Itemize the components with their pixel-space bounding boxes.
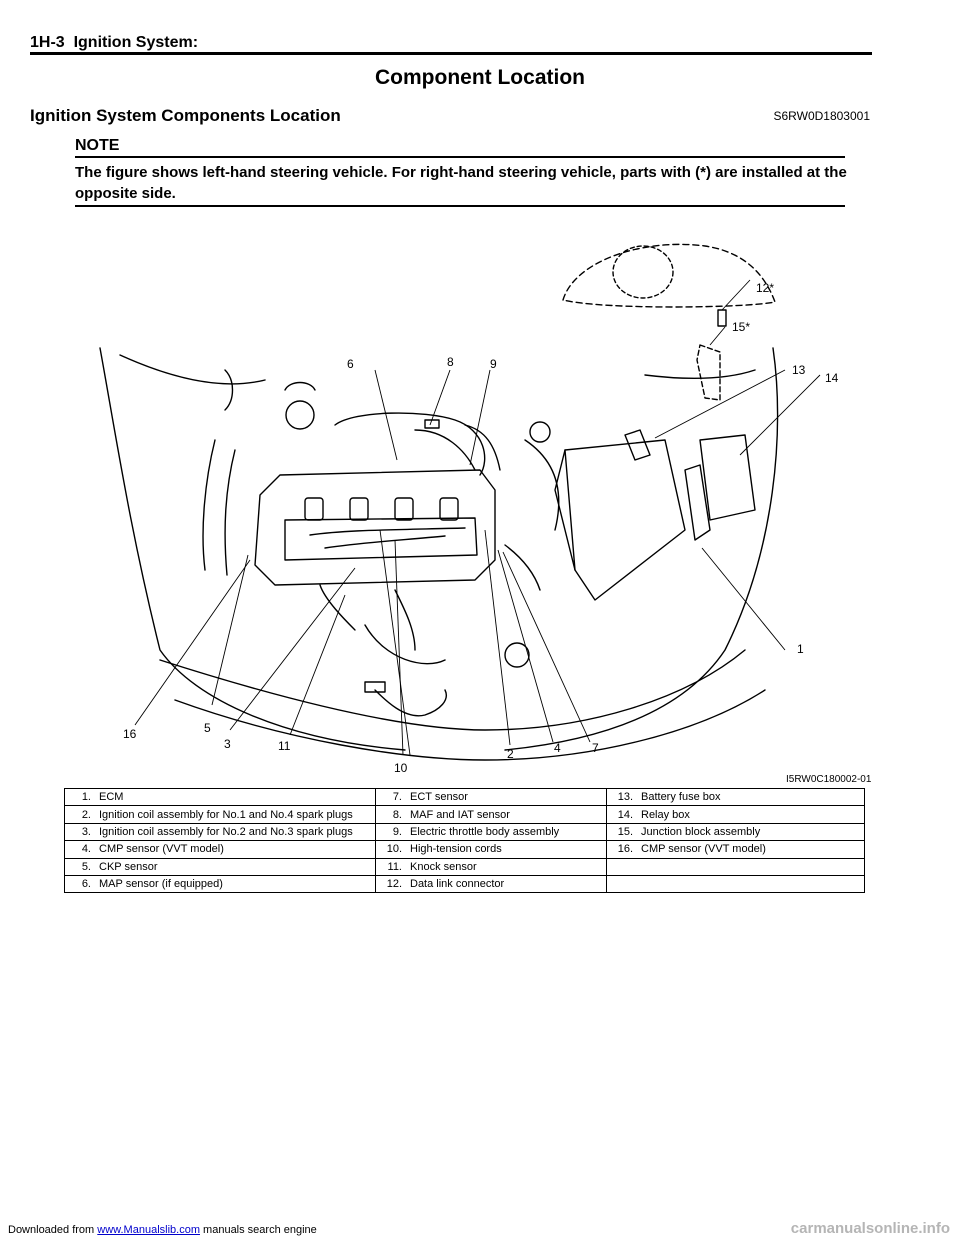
legend-label: ECM bbox=[99, 791, 124, 804]
legend-num: 10. bbox=[386, 843, 402, 856]
legend-num: 14. bbox=[617, 808, 633, 821]
legend-label: High-tension cords bbox=[410, 843, 502, 856]
callout-11: 11 bbox=[278, 739, 291, 753]
callout-7: 7 bbox=[592, 741, 599, 755]
legend-label: Junction block assembly bbox=[641, 825, 761, 838]
legend-num: 1. bbox=[81, 791, 91, 804]
legend-label: Data link connector bbox=[410, 878, 505, 891]
gauge-outline bbox=[613, 246, 673, 298]
note-rule-bottom bbox=[75, 205, 845, 207]
legend-num: 16. bbox=[617, 843, 633, 856]
legend-num: 4. bbox=[81, 843, 91, 856]
body-left-fender bbox=[100, 348, 405, 750]
legend-num: 8. bbox=[392, 808, 402, 821]
legend-row bbox=[65, 841, 865, 858]
legend-label: Ignition coil assembly for No.2 and No.3 spark plugs bbox=[99, 825, 353, 838]
legend-label: Knock sensor bbox=[410, 860, 477, 873]
figure-callouts bbox=[123, 281, 839, 775]
callout-2: 2 bbox=[507, 747, 514, 761]
legend-num: 7. bbox=[392, 791, 402, 804]
callout-9: 9 bbox=[490, 357, 497, 371]
header-section-title: Ignition System: bbox=[73, 34, 199, 51]
engine-compartment-figure bbox=[85, 230, 875, 785]
callout-4: 4 bbox=[554, 741, 561, 755]
callout-15: 15* bbox=[732, 320, 751, 334]
legend-label: CMP sensor (VVT model) bbox=[641, 843, 766, 856]
bumper-front bbox=[160, 650, 745, 730]
callout-8: 8 bbox=[447, 355, 454, 369]
engine-compartment-drawing bbox=[85, 230, 875, 785]
header-rule bbox=[30, 52, 872, 55]
legend-row bbox=[65, 806, 865, 823]
callout-14: 14 bbox=[825, 371, 839, 385]
page-title: Component Location bbox=[375, 66, 585, 89]
note-label: NOTE bbox=[75, 137, 120, 154]
legend-num: 13. bbox=[617, 791, 633, 804]
callout-12: 12* bbox=[756, 281, 775, 295]
footer-watermark: carmanualsonline.info bbox=[790, 1220, 950, 1237]
callout-5: 5 bbox=[204, 721, 211, 735]
legend-num: 9. bbox=[392, 825, 402, 838]
battery-body bbox=[565, 440, 685, 600]
legend-table bbox=[64, 788, 865, 893]
legend-label: Ignition coil assembly for No.1 and No.4 spark plugs bbox=[99, 808, 353, 821]
manualslib-link[interactable]: www.Manualslib.com bbox=[97, 1224, 200, 1236]
legend-row bbox=[65, 858, 865, 875]
callout-10: 10 bbox=[394, 761, 408, 775]
legend-row bbox=[65, 875, 865, 892]
legend-label: Relay box bbox=[641, 808, 690, 821]
legend-num: 2. bbox=[81, 808, 91, 821]
callout-6: 6 bbox=[347, 357, 354, 371]
body-right-fender bbox=[505, 348, 778, 750]
connector-12-icon bbox=[718, 310, 726, 326]
note-text: The figure shows left-hand steering vehicle. For right-hand steering vehicle, parts with (*) are installed at the opposite side. bbox=[75, 164, 847, 202]
legend-num: 6. bbox=[81, 878, 91, 891]
legend-label: Battery fuse box bbox=[641, 791, 721, 804]
legend-label: CKP sensor bbox=[99, 860, 158, 873]
footer-suffix: manuals search engine bbox=[203, 1224, 317, 1236]
intake-manifold bbox=[335, 413, 485, 475]
legend-label: Electric throttle body assembly bbox=[410, 825, 560, 838]
legend-num: 12. bbox=[386, 878, 402, 891]
callout-3: 3 bbox=[224, 737, 231, 751]
section-title: Ignition System Components Location bbox=[30, 106, 341, 125]
callout-16: 16 bbox=[123, 727, 137, 741]
legend-num: 11. bbox=[387, 860, 402, 873]
cowl-left bbox=[120, 355, 265, 384]
junction-block-outline bbox=[697, 345, 720, 400]
header-section-number: 1H-3 bbox=[30, 34, 65, 51]
legend-label: MAP sensor (if equipped) bbox=[99, 878, 223, 891]
legend-label: CMP sensor (VVT model) bbox=[99, 843, 224, 856]
callout-1: 1 bbox=[797, 642, 804, 656]
callout-13: 13 bbox=[792, 363, 806, 377]
bumper-lower bbox=[175, 690, 765, 760]
legend-num: 3. bbox=[81, 825, 91, 838]
instrument-panel-outline bbox=[563, 244, 775, 307]
legend-row bbox=[65, 789, 865, 806]
legend-label: ECT sensor bbox=[410, 791, 468, 804]
figure-code: I5RW0C180002-01 bbox=[786, 774, 872, 785]
legend-label: MAF and IAT sensor bbox=[410, 808, 510, 821]
page-header bbox=[30, 34, 198, 52]
note-rule-top bbox=[75, 156, 845, 158]
section-code: S6RW0D1803001 bbox=[773, 109, 870, 123]
legend-row bbox=[65, 823, 865, 840]
footer-download-note bbox=[8, 1224, 317, 1236]
reservoir-cap bbox=[286, 401, 314, 429]
ignition-coil-packs bbox=[305, 498, 458, 520]
legend-num: 15. bbox=[617, 825, 633, 838]
legend-num: 5. bbox=[81, 860, 91, 873]
footer-prefix: Downloaded from bbox=[8, 1224, 95, 1236]
